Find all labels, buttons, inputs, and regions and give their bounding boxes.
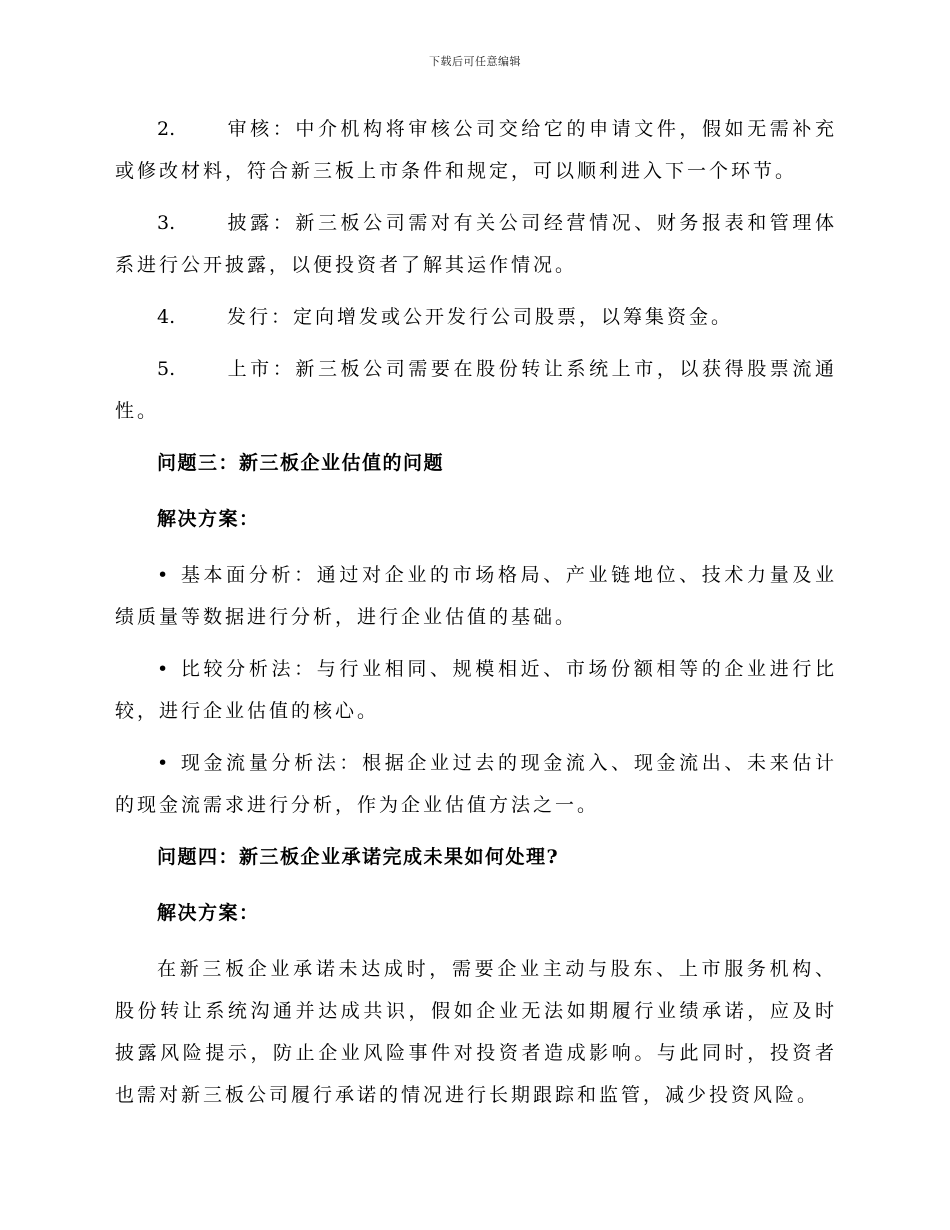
step-item: [115, 202, 837, 286]
section3-title: 问题三：新三板企业估值的问题: [157, 452, 445, 474]
step-text: 审核：中介机构将审核公司交给它的申请文件，假如无需补充或修改材料，符合新三板上市条件和规定，可以顺利进入下一个环节。: [115, 118, 837, 182]
section3-bullet: • 现金流量分析法：根据企业过去的现金流入、现金流出、未来估计的现金流需求进行分析，作为企业估值方法之一。: [115, 752, 837, 816]
section4-paragraph: 在新三板企业承诺未达成时，需要企业主动与股东、上市服务机构、股份转让系统沟通并达成共识，假如企业无法如期履行业绩承诺，应及时披露风险提示，防止企业风险事件对投资者造成影响。与此同时，投资者也需对新三板公司履行承诺的情况进行长期跟踪和监管，减少投资风险。: [115, 958, 837, 1106]
step-text: 披露：新三板公司需对有关公司经营情况、财务报表和管理体系进行公开披露，以便投资者了解其运作情况。: [115, 212, 837, 276]
step-item: [115, 108, 837, 192]
section3-solution-label: 解决方案：: [157, 508, 260, 530]
step-item: [115, 296, 837, 338]
section3-bullet: • 比较分析法：与行业相同、规模相近、市场份额相等的企业进行比较，进行企业估值的核心。: [115, 658, 837, 722]
step-number: 5.: [157, 358, 176, 380]
step-number: 4.: [157, 306, 176, 328]
document-body: [115, 108, 837, 1126]
section3-bullet: • 基本面分析：通过对企业的市场格局、产业链地位、技术力量及业绩质量等数据进行分析，进行企业估值的基础。: [115, 564, 837, 628]
step-item: [115, 348, 837, 432]
step-number: 2.: [157, 118, 176, 140]
section4-solution-label: 解决方案：: [157, 902, 260, 924]
step-number: 3.: [157, 212, 176, 234]
page-header: 下载后可任意编辑: [429, 55, 521, 68]
step-text: 上市：新三板公司需要在股份转让系统上市，以获得股票流通性。: [115, 358, 837, 422]
step-text: 发行：定向增发或公开发行公司股票，以筹集资金。: [227, 306, 734, 328]
section4-title: 问题四：新三板企业承诺完成未果如何处理?: [157, 846, 560, 868]
